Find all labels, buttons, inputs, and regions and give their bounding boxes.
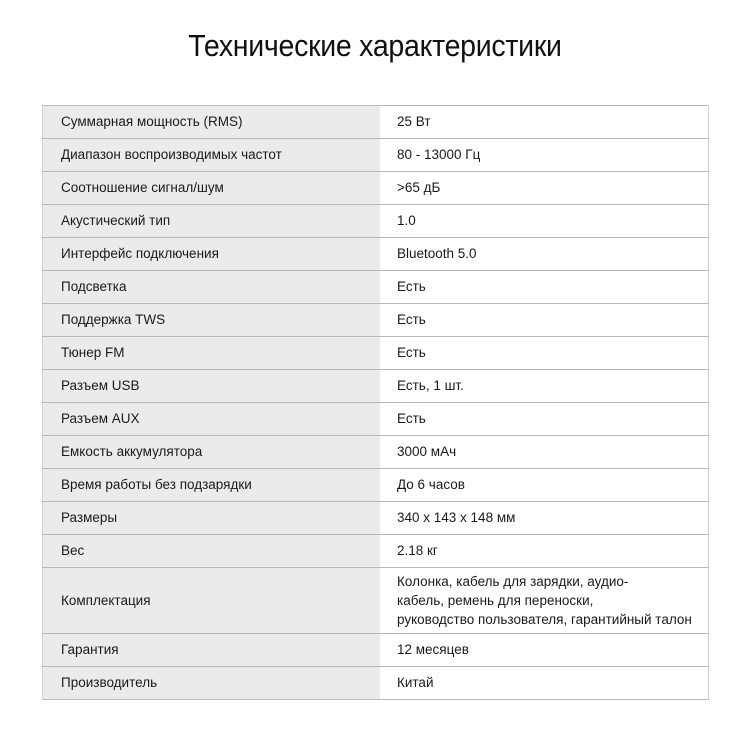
table-row <box>43 139 709 172</box>
spec-value-multiline <box>380 568 709 634</box>
spec-label: Акустический тип <box>43 205 381 238</box>
spec-label: Комплектация <box>43 568 381 634</box>
spec-value: Китай <box>380 667 709 700</box>
spec-label: Емкость аккумулятора <box>43 436 381 469</box>
spec-label: Разъем AUX <box>43 403 381 436</box>
spec-label: Время работы без подзарядки <box>43 469 381 502</box>
spec-label: Размеры <box>43 502 381 535</box>
spec-value: 1.0 <box>380 205 709 238</box>
table-row <box>43 502 709 535</box>
table-row <box>43 304 709 337</box>
spec-value: 2.18 кг <box>380 535 709 568</box>
spec-label: Производитель <box>43 667 381 700</box>
spec-value: 12 месяцев <box>380 634 709 667</box>
table-row <box>43 568 709 634</box>
spec-label: Суммарная мощность (RMS) <box>43 106 381 139</box>
spec-label: Тюнер FM <box>43 337 381 370</box>
table-row <box>43 469 709 502</box>
table-row <box>43 172 709 205</box>
spec-value-line: кабель, ремень для переноски, <box>397 592 594 608</box>
table-row <box>43 106 709 139</box>
spec-label: Интерфейс подключения <box>43 238 381 271</box>
page-title: Технические характеристики <box>188 28 562 63</box>
spec-label: Соотношение сигнал/шум <box>43 172 381 205</box>
table-row <box>43 403 709 436</box>
table-row <box>43 271 709 304</box>
table-row <box>43 535 709 568</box>
spec-value: Есть <box>380 403 709 436</box>
spec-value: Bluetooth 5.0 <box>380 238 709 271</box>
spec-value-line: Колонка, кабель для зарядки, аудио- <box>397 573 629 589</box>
table-row <box>43 238 709 271</box>
spec-value: Есть <box>380 304 709 337</box>
table-row <box>43 667 709 700</box>
spec-value: >65 дБ <box>380 172 709 205</box>
spec-value: 25 Вт <box>380 106 709 139</box>
spec-value: 3000 мАч <box>380 436 709 469</box>
spec-value-line: руководство пользователя, гарантийный талон <box>397 612 692 628</box>
spec-value: Есть, 1 шт. <box>380 370 709 403</box>
spec-label: Вес <box>43 535 381 568</box>
table-row <box>43 370 709 403</box>
spec-label: Разъем USB <box>43 370 381 403</box>
spec-label: Поддержка TWS <box>43 304 381 337</box>
table-row <box>43 436 709 469</box>
specifications-table <box>42 105 709 700</box>
table-row <box>43 205 709 238</box>
spec-label: Гарантия <box>43 634 381 667</box>
spec-value: До 6 часов <box>380 469 709 502</box>
spec-value: 80 - 13000 Гц <box>380 139 709 172</box>
table-row <box>43 634 709 667</box>
table-row <box>43 337 709 370</box>
spec-value: Есть <box>380 337 709 370</box>
spec-value: 340 x 143 x 148 мм <box>380 502 709 535</box>
spec-value: Есть <box>380 271 709 304</box>
spec-label: Диапазон воспроизводимых частот <box>43 139 381 172</box>
spec-label: Подсветка <box>43 271 381 304</box>
